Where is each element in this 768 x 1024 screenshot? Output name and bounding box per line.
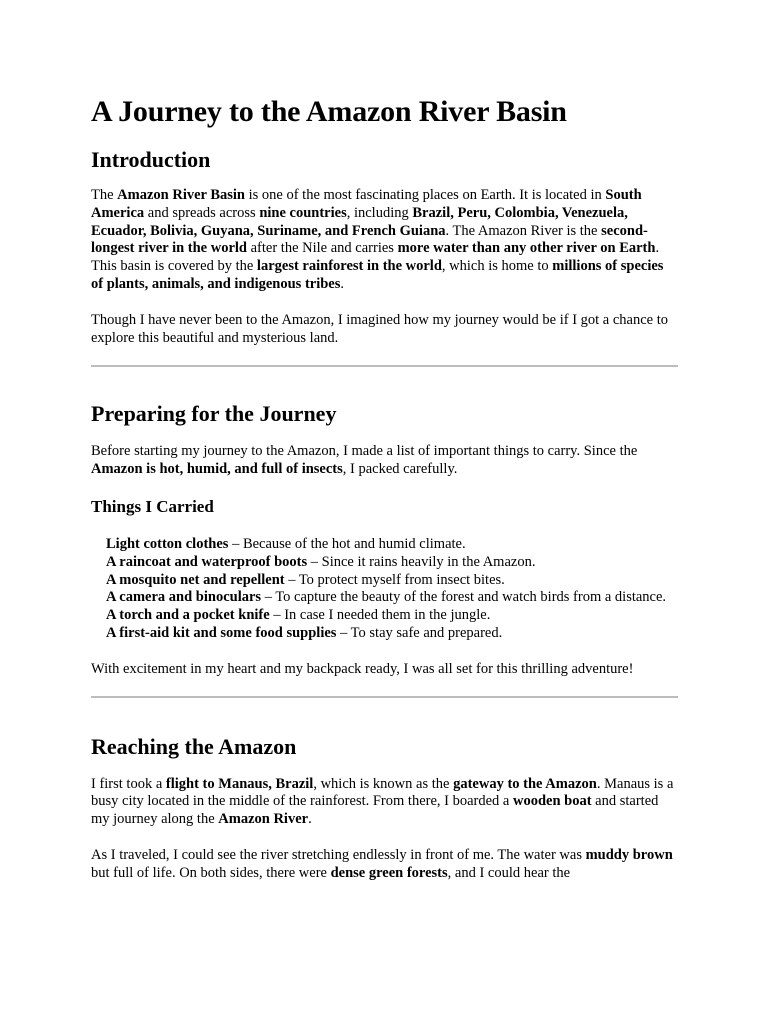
- bold-phrase: A raincoat and waterproof boots: [106, 553, 308, 570]
- bold-phrase: dense green forests: [330, 864, 448, 881]
- page-title: A Journey to the Amazon River Basin: [91, 95, 567, 128]
- bold-phrase: A camera and binoculars: [106, 589, 262, 606]
- bold-phrase: A mosquito net and repellent: [106, 571, 285, 588]
- bold-phrase: Brazil, Peru, Colombia, Venezuela, Ecuador, Bolivia, Guyana, Suriname, and French Guiana: [91, 204, 628, 239]
- bold-phrase: millions of species of plants, animals, and indigenous tribes: [91, 258, 664, 292]
- subheading-things-carried: Things I Carried: [91, 496, 214, 516]
- section-heading-preparing: Preparing for the Journey: [91, 401, 337, 427]
- bold-phrase: nine countries: [259, 204, 347, 221]
- reaching-paragraph-2: As I traveled, I could see the river stretching endlessly in front of me. The water was muddy brown but full of life. On both sides, there were dense green forests, and I could hear the: [91, 846, 673, 881]
- section-heading-introduction: Introduction: [91, 147, 211, 172]
- list-item: A mosquito net and repellent – To protect myself from insect bites.: [106, 571, 505, 588]
- bold-phrase: Amazon River Basin: [117, 187, 245, 203]
- bold-phrase: Light cotton clothes: [106, 535, 229, 552]
- bold-phrase: muddy brown: [585, 846, 673, 863]
- bold-phrase: A first-aid kit and some food supplies: [106, 624, 337, 641]
- bold-phrase: flight to Manaus, Brazil: [165, 775, 314, 792]
- bold-phrase: second-longest river in the world: [91, 222, 648, 257]
- bold-phrase: South America: [91, 187, 642, 221]
- bold-phrase: Amazon River: [218, 811, 309, 828]
- reaching-paragraph-1: I first took a flight to Manaus, Brazil, which is known as the gateway to the Amazon. Manaus is a busy city located in the middle of the rainforest. From there, I boarded a wooden boat and started my journey along the Amazon River.: [91, 775, 674, 828]
- bold-phrase: more water than any other river on Earth: [397, 240, 656, 257]
- bold-phrase: A torch and a pocket knife: [106, 607, 270, 624]
- intro-paragraph-1: The Amazon River Basin is one of the most fascinating places on Earth. It is located in South America and spreads across nine countries, including Brazil, Peru, Colombia, Venezuela, Ecuador, Bolivia, Guyana, Suriname, and French Guiana. The Amazon River is the second-longest river in the world after the Nile and carries more water than any other river on Earth. This basin is covered by the largest rainforest in the world, which is home to millions of species of plants, animals, and indigenous tribes.: [91, 187, 664, 292]
- section-divider: [91, 696, 678, 698]
- list-item: A torch and a pocket knife – In case I needed them in the jungle.: [106, 607, 491, 624]
- preparing-paragraph-2: With excitement in my heart and my backpack ready, I was all set for this thrilling adventure!: [91, 660, 634, 677]
- list-item: A first-aid kit and some food supplies – To stay safe and prepared.: [106, 624, 503, 641]
- list-item: A raincoat and waterproof boots – Since it rains heavily in the Amazon.: [106, 553, 536, 570]
- intro-paragraph-2: Though I have never been to the Amazon, I imagined how my journey would be if I got a chance to explore this beautiful and mysterious land.: [91, 311, 669, 346]
- list-item: A camera and binoculars – To capture the beauty of the forest and watch birds from a distance.: [106, 589, 667, 606]
- bold-phrase: wooden boat: [512, 793, 592, 810]
- bold-phrase: largest rainforest in the world: [256, 258, 442, 275]
- things-carried-list: [91, 536, 678, 643]
- bold-phrase: Amazon is hot, humid, and full of insects: [91, 461, 343, 478]
- section-heading-reaching: Reaching the Amazon: [91, 733, 297, 759]
- bold-phrase: gateway to the Amazon: [453, 775, 597, 792]
- preparing-paragraph-1: Before starting my journey to the Amazon, I made a list of important things to carry. Since the Amazon is hot, humid, and full of insects, I packed carefully.: [91, 443, 638, 478]
- section-divider: [91, 365, 678, 367]
- list-item: Light cotton clothes – Because of the hot and humid climate.: [106, 535, 466, 552]
